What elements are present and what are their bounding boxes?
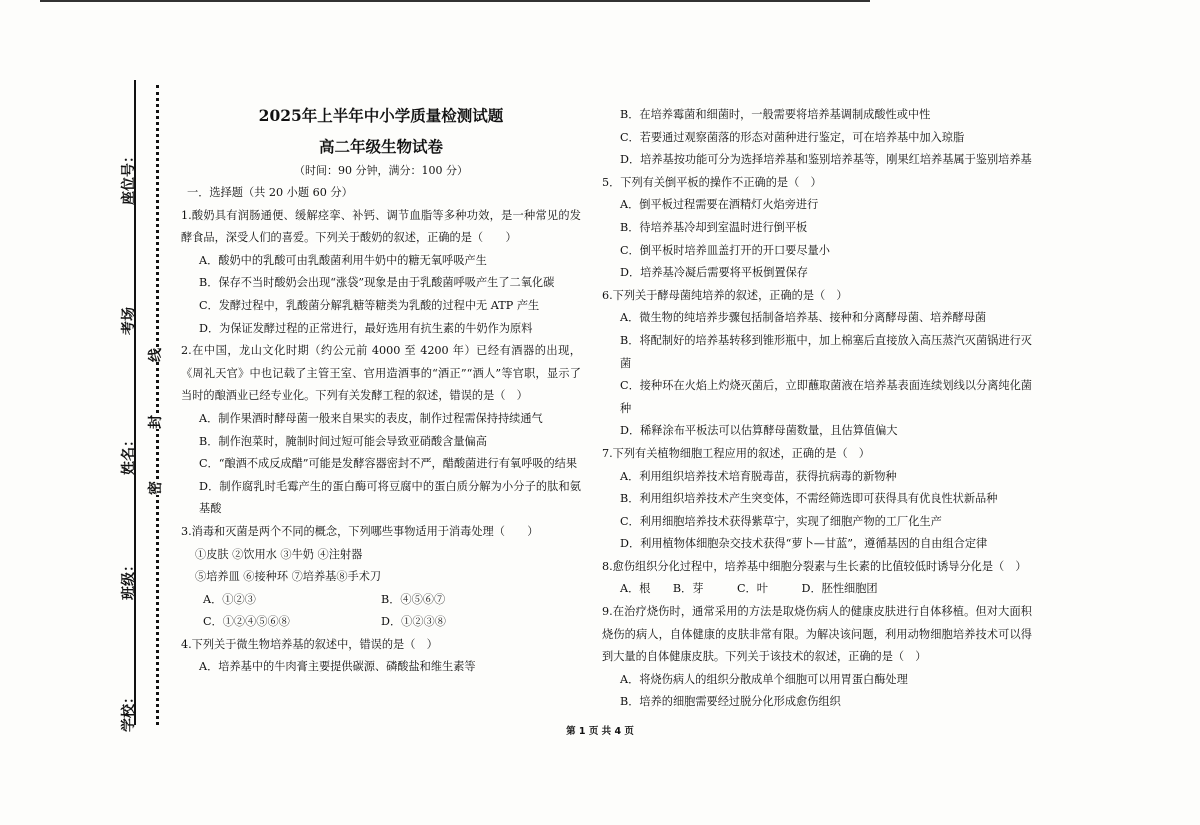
question-5-option-a: A．倒平板过程需要在酒精灯火焰旁进行: [620, 198, 819, 212]
question-4-option-b: B．在培养霉菌和细菌时，一般需要将培养基调制成酸性或中性: [620, 108, 931, 121]
exam-subtitle: 高二年级生物试卷: [318, 137, 443, 156]
question-5-option-d: D．培养基冷凝后需要将平板倒置保存: [620, 266, 808, 280]
question-7-option-b: B．利用组织培养技术产生突变体，不需经筛选即可获得具有优良性状新品种: [620, 492, 998, 506]
question-2-option-b: B．制作泡菜时，腌制时间过短可能会导致亚硝酸含量偏高: [199, 434, 487, 448]
exam-info: （时间：90 分钟，满分：100 分）: [294, 164, 468, 177]
question-4-option-c: C．若要通过观察菌落的形态对菌种进行鉴定，可在培养基中加入琼脂: [620, 130, 965, 144]
question-2-option-c: C．“酿酒不成反成醋”可能是发酵容器密封不严，醋酸菌进行有氧呼吸的结果: [199, 457, 578, 471]
left-column: [181, 100, 581, 679]
question-3-options-row-1: [181, 589, 581, 612]
question-5-option-b: B．待培养基冷却到室温时进行倒平板: [620, 220, 808, 234]
question-9-option-b: B．培养的细胞需要经过脱分化形成愈伤组织: [620, 695, 841, 709]
question-4-option-d: D．培养基按功能可分为选择培养基和鉴别培养基等，刚果红培养基属于鉴别培养基: [620, 153, 1032, 167]
question-1-option-c: C．发酵过程中，乳酸菌分解乳糖等糖类为乳酸的过程中无 ATP 产生: [199, 298, 540, 312]
question-9-stem: 9.在治疗烧伤时，通常采用的方法是取烧伤病人的健康皮肤进行自体移植。但对大面积烧伤的病人，自体健康的皮肤非常有限。为解决该问题，利用动物细胞培养技术可以得到大量的自体健康皮肤。下列关于该技术的叙述，正确的是（ ）: [602, 605, 1032, 664]
question-7-option-a: A．利用组织培养技术培育脱毒苗，获得抗病毒的新物种: [620, 469, 897, 483]
question-4-option-a: A．培养基中的牛肉膏主要提供碳源、磷酸盐和维生素等: [199, 660, 476, 674]
question-3-items-line-1: ①皮肤 ②饮用水 ③牛奶 ④注射器: [195, 547, 363, 561]
question-6-option-a: A．微生物的纯培养步骤包括制备培养基、接种和分离酵母菌、培养酵母菌: [620, 311, 987, 325]
question-8-stem: 8.愈伤组织分化过程中，培养基中细胞分裂素与生长素的比值较低时诱导分化是（ ）: [602, 559, 1027, 573]
seat-number-label: 座位号：: [121, 149, 137, 205]
section-heading: 一．选择题（共 20 小题 60 分）: [187, 186, 353, 199]
question-1-option-b: B．保存不当时酸奶会出现“涨袋”现象是由于乳酸菌呼吸产生了二氧化碳: [199, 276, 555, 290]
question-4-stem: 4.下列关于微生物培养基的叙述中，错误的是（ ）: [181, 637, 438, 651]
question-1-stem: 1.酸奶具有润肠通便、缓解痉挛、补钙、调节血脂等多种功效，是一种常见的发酵食品，深受人们的喜爱。下列关于酸奶的叙述，正确的是（ ）: [181, 208, 581, 245]
question-3-option-a: A．①②③: [203, 592, 256, 606]
question-2-stem: 2.在中国，龙山文化时期（约公元前 4000 至 4200 年）已经有酒器的出现，《周礼天官》中也记载了主管王室、官用造酒事的“酒正”“酒人”等官职，显示了当时的酿酒业已经专业化。下列有关发酵工程的叙述，错误的是（ ）: [181, 344, 581, 403]
question-3-option-d: D．①②③⑧: [381, 615, 446, 629]
question-6-option-c: C．接种环在火焰上灼烧灭菌后，立即蘸取菌液在培养基表面连续划线以分离纯化菌种: [620, 379, 1032, 415]
exam-title: 2025年上半年中小学质量检测试题: [258, 106, 504, 125]
exam-room-label: 考场: [121, 307, 137, 335]
question-1-option-a: A．酸奶中的乳酸可由乳酸菌利用牛奶中的糖无氧呼吸产生: [199, 253, 487, 267]
binding-dotted-line: [156, 85, 159, 725]
question-7-option-c: C．利用细胞培养技术获得紫草宁，实现了细胞产物的工厂化生产: [620, 514, 942, 528]
question-8-options: A．根 B．芽 C．叶 D．胚性细胞团: [620, 582, 878, 596]
seal-char-mi: 密: [145, 481, 165, 495]
question-3-options-row-2: [181, 611, 581, 634]
question-3-stem: 3.消毒和灭菌是两个不同的概念，下列哪些事物适用于消毒处理（ ）: [181, 524, 539, 538]
question-6-option-d: D．稀释涂布平板法可以估算酵母菌数量，且估算值偏大: [620, 424, 898, 438]
question-3-option-b: B．④⑤⑥⑦: [381, 592, 446, 606]
question-6-option-b: B．将配制好的培养基转移到锥形瓶中，加上棉塞后直接放入高压蒸汽灭菌锅进行灭菌: [620, 333, 1032, 370]
binding-strip: [0, 0, 175, 825]
school-label: 学校：: [121, 690, 137, 732]
question-7-stem: 7.下列有关植物细胞工程应用的叙述，正确的是（ ）: [602, 446, 870, 460]
seal-char-feng: 封: [145, 415, 165, 429]
question-1-option-d: D．为保证发酵过程的正常进行，最好选用有抗生素的牛奶作为原料: [199, 321, 533, 335]
question-7-option-d: D．利用植物体细胞杂交技术获得“萝卜—甘蓝”，遵循基因的自由组合定律: [620, 537, 988, 551]
question-3-items-line-2: ⑤培养皿 ⑥接种环 ⑦培养基⑧手术刀: [195, 570, 382, 584]
question-9-option-a: A．将烧伤病人的组织分散成单个细胞可以用胃蛋白酶处理: [620, 672, 908, 686]
right-column: [602, 104, 1032, 714]
class-label: 班级：: [121, 558, 137, 600]
seal-char-xian: 线: [145, 348, 165, 362]
question-6-stem: 6.下列关于酵母菌纯培养的叙述，正确的是（ ）: [602, 288, 848, 302]
question-2-option-d: D．制作腐乳时毛霉产生的蛋白酶可将豆腐中的蛋白质分解为小分子的肽和氨基酸: [199, 479, 581, 516]
page-number: 第 1 页 共 4 页: [566, 726, 634, 737]
question-2-option-a: A．制作果酒时酵母菌一般来自果实的表皮，制作过程需保持持续通气: [199, 411, 543, 425]
question-3-option-c: C．①②④⑤⑥⑧: [203, 615, 290, 629]
question-5-stem: 5．下列有关倒平板的操作不正确的是（ ）: [602, 175, 822, 189]
student-name-label: 姓名：: [121, 433, 137, 475]
question-5-option-c: C．倒平板时培养皿盖打开的开口要尽量小: [620, 243, 830, 257]
